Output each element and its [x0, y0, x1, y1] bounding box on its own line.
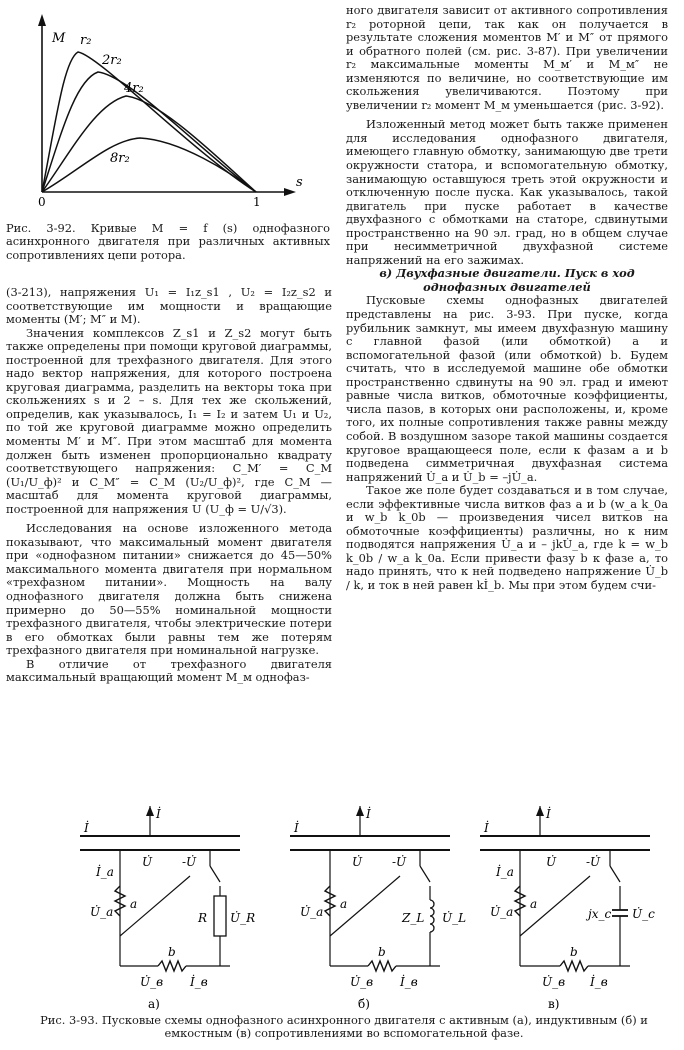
element-voltage-a: U̇_R	[230, 911, 256, 925]
curve-label-4r2: 4r₂	[124, 81, 144, 96]
current-top-a: İ	[156, 807, 161, 821]
starting-circuits	[40, 796, 660, 1016]
winding-b-label-c: b	[570, 945, 578, 959]
current-a-label: İ_a	[96, 865, 114, 879]
voltage-a-label-b: U̇_a	[300, 905, 324, 919]
right-paragraph-2: Изложенный метод может быть также применен для исследования однофазного двигателя, имеющего главную обмотку, занимающую две трети окружности статора, и вспомогательную обмотку, занимающую оставшуюся треть этой окружности и отключенную после пуска. Как указывалось, такой двигатель при пуске работает в качестве двухфазного с обмотками на статоре, сдвинутыми пространственно на 90 эл. град, но в общем случае при несимметричной двухфазной системе напряжений на его зажимах.	[346, 117, 668, 267]
tick-label-1: 1	[253, 195, 261, 209]
current-top-b: İ	[366, 807, 371, 821]
element-label-b: Z_L	[402, 911, 425, 925]
current-line-b: İ	[294, 821, 299, 835]
voltage-line-b: U̇	[352, 855, 363, 869]
voltage-neg-b: -U̇	[392, 855, 407, 869]
figure-3-93-caption: Рис. 3-93. Пусковые схемы однофазного асинхронного двигателя с активным (а), индуктивным (б) и емкостным (в) сопротивлениями во вспомогательной фазе.	[40, 1013, 648, 1041]
voltage-b-label-c: U̇_в	[542, 975, 566, 989]
winding-a-label-b: a	[340, 897, 348, 911]
current-line-a: İ	[84, 821, 89, 835]
torque-curves-plot	[0, 0, 335, 220]
left-paragraph-3: Исследования на основе изложенного метода показывают, что максимальный момент двигателя при «однофазном питании» снижается до 45—50% максимального момента двигателя при нормальном «трехфазном питании». Мощность на валу однофазного двигателя должна быть снижена примерно до 50—55% номинальной мощности трехфазного двигателя, чтобы электрические потери в его обмотках были равны тем же потерям трехфазного двигателя при номинальной нагрузке.	[6, 521, 332, 658]
circuit-panel-a	[80, 806, 255, 1011]
origin-label: 0	[38, 195, 46, 209]
current-line-c: İ	[484, 821, 489, 835]
voltage-line-a: U̇	[142, 855, 153, 869]
winding-a-label-c: a	[530, 897, 538, 911]
element-label-c: jx_c	[588, 907, 612, 921]
y-axis-arrow	[38, 14, 46, 26]
current-b-label: İ_в	[190, 975, 208, 989]
x-axis-label: s	[296, 175, 303, 190]
current-top-c: İ	[546, 807, 551, 821]
curve-label-8r2: 8r₂	[110, 151, 130, 166]
right-paragraph-3: Пусковые схемы однофазных двигателей представлены на рис. 3-93. При пуске, когда рубильник замкнут, мы имеем двухфазную машину с главной фазой (или обмоткой) a и вспомогательной фазой (или обмоткой) b. Будем считать, что в исследуемой машине обе обмотки пространственно сдвинуты на 90 эл. град и имеют равные числа витков, обмоточные коэффициенты, числа пазов, в которых они расположены, и, кроме того, их полные сопротивления также равны между собой. В воздушном зазоре такой машины создается круговое вращающееся поле, если к фазам a и b подведена симметричная двухфазная система напряжений U̇_a и U̇_b = –jU̇_a.	[346, 293, 668, 484]
voltage-neg-c: -U̇	[586, 855, 601, 869]
curve-2r2	[42, 72, 256, 192]
left-paragraph-4: В отличие от трехфазного двигателя максимальный вращающий момент M_м однофаз-	[6, 656, 332, 685]
left-text-column	[6, 286, 332, 685]
panel-label-c: в)	[548, 997, 560, 1011]
circuit-panel-c	[480, 806, 655, 1011]
panel-label-b: б)	[358, 997, 370, 1011]
right-paragraph-4: Такое же поле будет создаваться и в том случае, если эффективные числа витков фаз a и b (w_a k_0a и w_b k_0b — произведения чисел витков на обмоточные коэффициенты) различны, но к ним подводятся напряжения U̇_a и – jkU̇_a, где k = w_b k_0b / w_a k_0a. Если привести фазу b к фазе a, то надо принять, что к ней подведено напряжение U̇_b / k, и ток в ней равен kİ_b. Мы при этом будем счи-	[346, 483, 668, 592]
current-b-label-b: İ_в	[400, 975, 418, 989]
winding-b-label: b	[168, 945, 176, 959]
current-a-label-c: İ_a	[496, 865, 514, 879]
panel-label-a: а)	[148, 997, 160, 1011]
winding-b-label-b: b	[378, 945, 386, 959]
figure-3-93	[40, 796, 660, 1016]
voltage-line-c: U̇	[546, 855, 557, 869]
element-voltage-c: U̇_c	[632, 907, 655, 921]
curve-4r2	[42, 96, 256, 192]
voltage-neg-a: -U̇	[182, 855, 197, 869]
curve-label-r2: r₂	[80, 33, 92, 48]
voltage-b-label: U̇_в	[140, 975, 164, 989]
left-paragraph-1: (3-213), напряжения U₁ = I₁z_s1 , U₂ = I₂z_s2 и соответствующие им мощности и вращающие моменты (M′; M″ и M).	[6, 285, 332, 327]
y-axis-label: M	[52, 31, 66, 46]
right-text-column	[346, 4, 668, 593]
x-axis-arrow	[284, 188, 296, 196]
current-b-label-c: İ_в	[590, 975, 608, 989]
section-heading: в) Двухфазные двигатели. Пуск в ход однофазных двигателей	[379, 266, 635, 294]
voltage-a-label-c: U̇_a	[490, 905, 514, 919]
element-label-a: R	[198, 911, 208, 925]
winding-a-label: a	[130, 897, 138, 911]
right-paragraph-1: ного двигателя зависит от активного сопротивления r₂ роторной цепи, так как он получается в результате сложения моментов M′ и M″ от прямого и обратного полей (см. рис. 3-87). При увеличении r₂ максимальные моменты M_м′ и M_м″ не изменяются по величине, но соответствующие им скольжения увеличиваются. Поэтому при увеличении r₂ момент M_м уменьшается (рис. 3-92).	[346, 3, 668, 112]
circuit-panel-b	[290, 806, 466, 1011]
voltage-a-label: U̇_a	[90, 905, 114, 919]
figure-3-92	[0, 0, 335, 272]
element-voltage-b: U̇_L	[442, 911, 467, 925]
voltage-b-label-b: U̇_в	[350, 975, 374, 989]
curve-label-2r2: 2r₂	[102, 53, 122, 68]
left-paragraph-2: Значения комплексов Z_s1 и Z_s2 могут быть также определены при помощи круговой диаграммы, построенной для трехфазного двигателя. Для этого надо вектор напряжения, для которого построена круговая диаграмма, разделить на векторы тока при скольжениях s и 2 – s. Для тех же скольжений, определив, как указывалось, I₁ = I₂ и затем U₁ и U₂, по той же круговой диаграмме можно определить моменты M′ и M″. При этом масштаб для момента должен быть изменен пропорционально квадрату соответствующего напряжения: C_M′ = C_M (U₁/U_ф)² и C_M″ = C_M (U₂/U_ф)², где C_M — масштаб для момента круговой диаграммы, построенной для напряжения U (U_ф = U/√3).	[6, 325, 332, 516]
figure-3-92-caption: Рис. 3-92. Кривые M = f (s) однофазного асинхронного двигателя при различных активных сопротивлениях цепи ротора.	[6, 221, 330, 262]
